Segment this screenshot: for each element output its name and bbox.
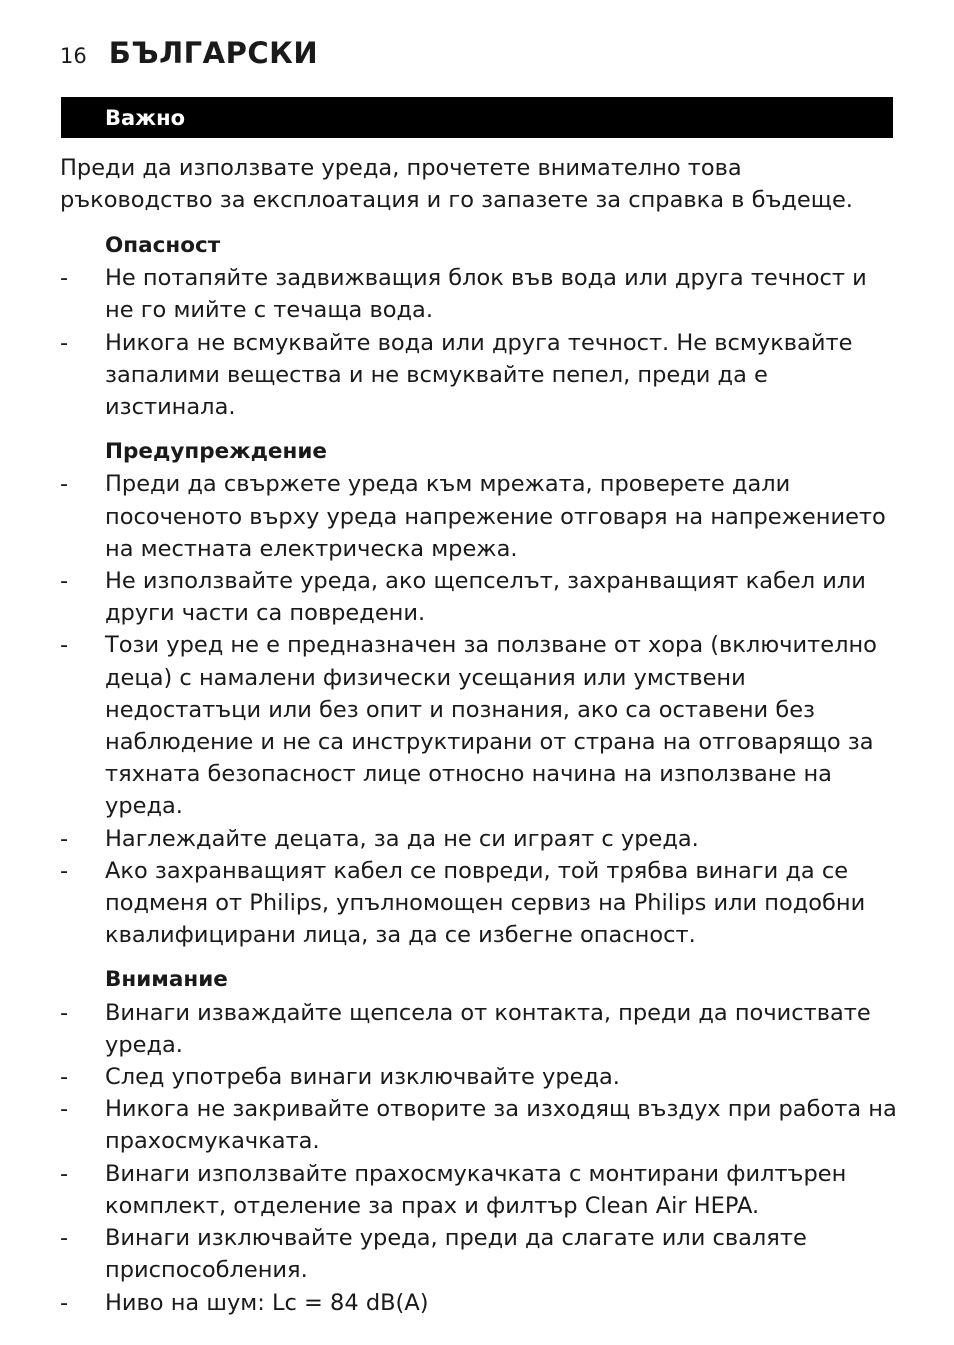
- safety-sections: [60, 230, 900, 1332]
- list-item: [60, 997, 900, 1061]
- bullet-dash: -: [60, 265, 69, 292]
- list-item: [60, 855, 900, 952]
- list-item-text: Преди да свържете уреда към мрежата, проверете дали посоченото върху уреда напрежение отговаря на напрежението на местната електрическа мрежа.: [105, 471, 886, 562]
- list-item: [60, 823, 900, 855]
- bullet-dash: -: [60, 857, 69, 884]
- section-title: Важно: [105, 106, 186, 130]
- list-item: [60, 468, 900, 565]
- list-item: [60, 1061, 900, 1093]
- subsection-caution: [60, 964, 900, 1318]
- list-item-text: Винаги изключвайте уреда, преди да слагате или сваляте приспособления.: [105, 1225, 807, 1284]
- subsection-danger: [60, 230, 900, 423]
- subsection-heading: Предупреждение: [105, 439, 328, 465]
- bullet-list: [60, 997, 900, 1319]
- language-title: БЪЛГАРСКИ: [108, 36, 319, 70]
- bullet-dash: -: [60, 1096, 69, 1123]
- bullet-dash: -: [60, 1064, 69, 1091]
- list-item: [60, 565, 900, 629]
- bullet-dash: -: [60, 825, 69, 852]
- list-item: [60, 1158, 900, 1222]
- section-title-bar: [61, 97, 893, 138]
- subsection-warning: [60, 436, 900, 951]
- list-item: [60, 327, 900, 424]
- bullet-dash: -: [60, 568, 69, 595]
- bullet-list: [60, 468, 900, 951]
- list-item-text: Ако захранващият кабел се повреди, той трябва винаги да се подменя от Philips, упълномощен сервиз на Philips или подобни квалифицирани лица, за да се избегне опасност.: [105, 857, 866, 949]
- page-number: 16: [60, 44, 87, 68]
- list-item: [60, 1287, 900, 1319]
- list-item: [60, 1222, 900, 1286]
- list-item-text: Винаги изваждайте щепсела от контакта, преди да почиствате уреда.: [105, 999, 871, 1058]
- list-item-text: Никога не закривайте отворите за изходящ въздух при работа на прахосмукачката.: [105, 1096, 897, 1155]
- list-item-text: Наглеждайте децата, за да не си играят с уреда.: [105, 825, 699, 852]
- list-item-text: След употреба винаги изключвайте уреда.: [105, 1064, 620, 1091]
- bullet-dash: -: [60, 329, 69, 356]
- list-item-text: Този уред не е предназначен за ползване от хора (включително деца) с намалени физически усещания или умствени недостатъци или без опит и познания, ако са оставени без наблюдение и не са инструктирани от страна на отговарящо за тяхната безопасност лице относно начина на използване на уреда.: [105, 632, 877, 820]
- list-item: [60, 262, 900, 326]
- list-item: [60, 1093, 900, 1157]
- list-item-text: Не използвайте уреда, ако щепселът, захранващият кабел или други части са повредени.: [105, 568, 866, 627]
- subsection-heading: Опасност: [105, 233, 221, 258]
- subsection-heading: Внимание: [105, 967, 228, 993]
- bullet-dash: -: [60, 471, 69, 498]
- bullet-dash: -: [60, 999, 69, 1026]
- list-item-text: Никога не всмуквайте вода или друга течност. Не всмуквайте запалими вещества и не всмуквайте пепел, преди да е изстинала.: [105, 329, 853, 421]
- bullet-dash: -: [60, 1225, 69, 1252]
- intro-paragraph: Преди да използвате уреда, прочетете внимателно това ръководство за експлоатация и го запазете за справка в бъдеще.: [60, 155, 853, 214]
- bullet-dash: -: [60, 1160, 69, 1187]
- page-header: [60, 36, 318, 72]
- bullet-dash: -: [60, 632, 69, 659]
- bullet-dash: -: [60, 1289, 69, 1316]
- list-item-text: Винаги използвайте прахосмукачката с монтирани филтърен комплект, отделение за прах и филтър Clean Air HEPA.: [105, 1160, 847, 1219]
- list-item-text: Не потапяйте задвижващия блок във вода или друга течност и не го мийте с течаща вода.: [105, 265, 867, 324]
- list-item-text: Ниво на шум: Lc = 84 dB(A): [105, 1289, 429, 1316]
- list-item: [60, 629, 900, 822]
- bullet-list: [60, 262, 900, 423]
